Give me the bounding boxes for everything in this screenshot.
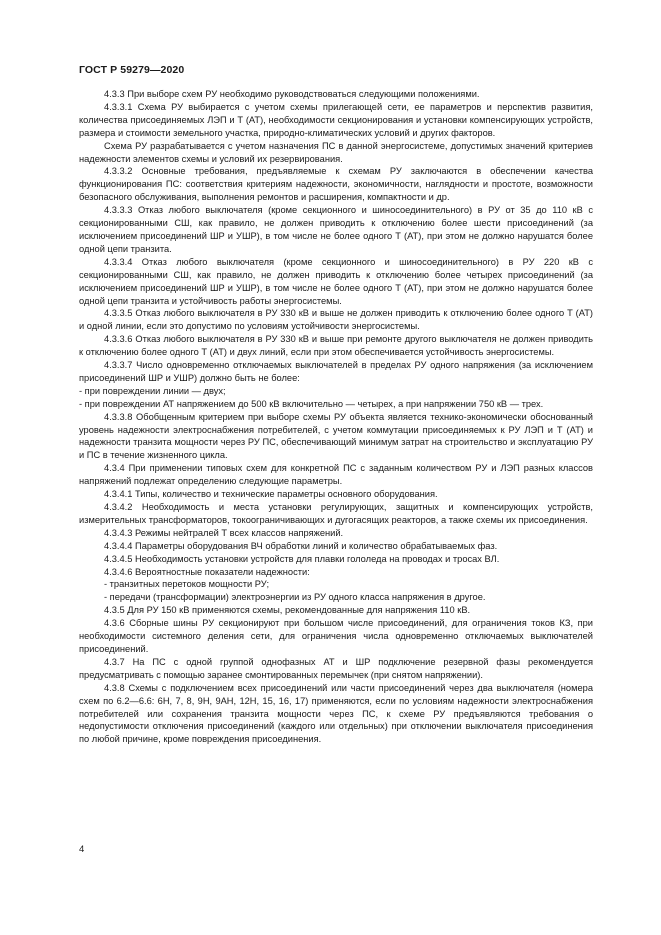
paragraph: 4.3.4.2 Необходимость и места установки регулирующих, защитных и компенсирующих устройств, измерительных трансформаторов, токоограничивающих и дугогасящих реакторов, а также схемы их присоединения.	[79, 502, 593, 525]
paragraph: 4.3.4 При применении типовых схем для конкретной ПС с заданным количеством РУ и ЛЭП разных классов напряжений подлежат определению следующие параметры.	[79, 463, 593, 487]
paragraph: 4.3.4.1 Типы, количество и технические параметры основного оборудования.	[104, 489, 438, 500]
paragraph: 4.3.3.6 Отказ любого выключателя в РУ 330 кВ и выше при ремонте другого выключателя не должен приводить к отключению более одного Т (АТ) и двух линий, если при этом обеспечивается устойчивость энергосистемы.	[79, 334, 593, 358]
paragraph: 4.3.3.7 Число одновременно отключаемых выключателей в пределах РУ одного напряжения (за исключением присоединений ШР и УШР) должно быть не более:	[79, 360, 593, 383]
paragraph: 4.3.3.5 Отказ любого выключателя в РУ 330 кВ и выше не должен приводить к отключению более одного Т (АТ) и одной линии, если это допустимо по условиям устойчивости энергосистемы.	[79, 308, 593, 332]
paragraph: 4.3.3.3 Отказ любого выключателя (кроме секционного и шиносоединительного) в РУ от 35 до 110 кВ с секционированными СШ, как правило, не должен приводить к отключению более шести присоединений (за исключением присоединений ШР и УШР), в том числе не более одного Т (АТ), при этом не должно нарушатся более одной цепи транзита.	[79, 205, 593, 254]
paragraph: 4.3.3.8 Обобщенным критерием при выборе схемы РУ объекта является технико-экономически обоснованный уровень надежности электроснабжения потребителей, с учетом коммутации присоединяемых к РУ ЛЭП и Т (АТ) и надежности транзита мощности через РУ ПС, обеспечивающий минимум затрат на строительство и эксплуатацию РУ и ПС в течение жизненного цикла.	[79, 411, 593, 461]
paragraph: 4.3.4.6 Вероятностные показатели надежности:	[104, 566, 310, 577]
paragraph: 4.3.8 Схемы с подключением всех присоединений или части присоединений через два выключателя (номера схем по 6.2—6.6: 6Н, 7, 8, 9Н, 9АН, 12Н, 15, 16, 17) применяются, если по условиям надежности электроснабжения потребителей или сохранения транзита мощности через ПС, к схеме РУ предъявляются требования о недопустимости отключения присоединений (каждого или отдельных) при отключении выключателя присоединения по любой причине, кроме повреждения присоединения.	[79, 682, 593, 745]
paragraph: Схема РУ разрабатывается с учетом назначения ПС в данной энергосистеме, допустимых значений критериев надежности элементов схемы и условий их резервирования.	[79, 140, 593, 164]
paragraph: 4.3.3.4 Отказ любого выключателя (кроме секционного и шиносоединительного) в РУ 220 кВ с секционированными СШ, как правило, не должен приводить к отключению более четырех присоединений (за исключением присоединений ШР и УШР), в том числе не более одного Т (АТ), при этом не должно нарушатся более одной цепи транзита и устойчивость работы энергосистемы.	[79, 256, 593, 306]
paragraph: 4.3.3.2 Основные требования, предъявляемые к схемам РУ заключаются в обеспечении качества функционирования ПС: соответствия критериям надежности, экономичности, наглядности и простоте, возможности безопасного обслуживания, выполнения ремонтов и расширения, компактности и др.	[79, 166, 593, 203]
paragraph: 4.3.4.5 Необходимость установки устройств для плавки гололеда на проводах и тросах ВЛ.	[104, 553, 500, 564]
document-header: ГОСТ Р 59279—2020	[79, 64, 185, 76]
paragraph: 4.3.5 Для РУ 150 кВ применяются схемы, рекомендованные для напряжения 110 кВ.	[104, 605, 471, 616]
document-body	[79, 88, 593, 746]
paragraph: - транзитных перетоков мощности РУ;	[104, 579, 270, 590]
paragraph: 4.3.6 Сборные шины РУ секционируют при большом числе присоединений, для ограничения токов КЗ, при необходимости системного деления сети, для ограничения числа одновременно отключаемых выключателей присоединений.	[79, 618, 593, 654]
paragraph: 4.3.4.4 Параметры оборудования ВЧ обработки линий и количество обрабатываемых фаз.	[104, 540, 498, 551]
paragraph: 4.3.3 При выборе схем РУ необходимо руководствоваться следующими положениями.	[104, 89, 480, 99]
paragraph: 4.3.7 На ПС с одной группой однофазных АТ и ШР подключение резервной фазы рекомендуется предусматривать с помощью заранее смонтированных перемычек (при снятом напряжении).	[79, 656, 593, 680]
page-number: 4	[79, 844, 85, 855]
paragraph: 4.3.3.1 Схема РУ выбирается с учетом схемы прилегающей сети, ее параметров и перспектив развития, количества присоединяемых ЛЭП и Т (АТ), необходимости секционирования и установки компенсирующих устройств, размера и стоимости земельного участка, природно-климатических условий и других факторов.	[79, 101, 593, 138]
paragraph: - при повреждении линии — двух;	[79, 385, 226, 396]
paragraph: - передачи (трансформации) электроэнергии из РУ одного класса напряжения в другое.	[104, 592, 486, 603]
paragraph: 4.3.4.3 Режимы нейтралей Т всех классов напряжений.	[104, 527, 344, 538]
paragraph: - при повреждении АТ напряжением до 500 кВ включительно — четырех, а при напряжении 750 кВ — трех.	[79, 398, 544, 409]
